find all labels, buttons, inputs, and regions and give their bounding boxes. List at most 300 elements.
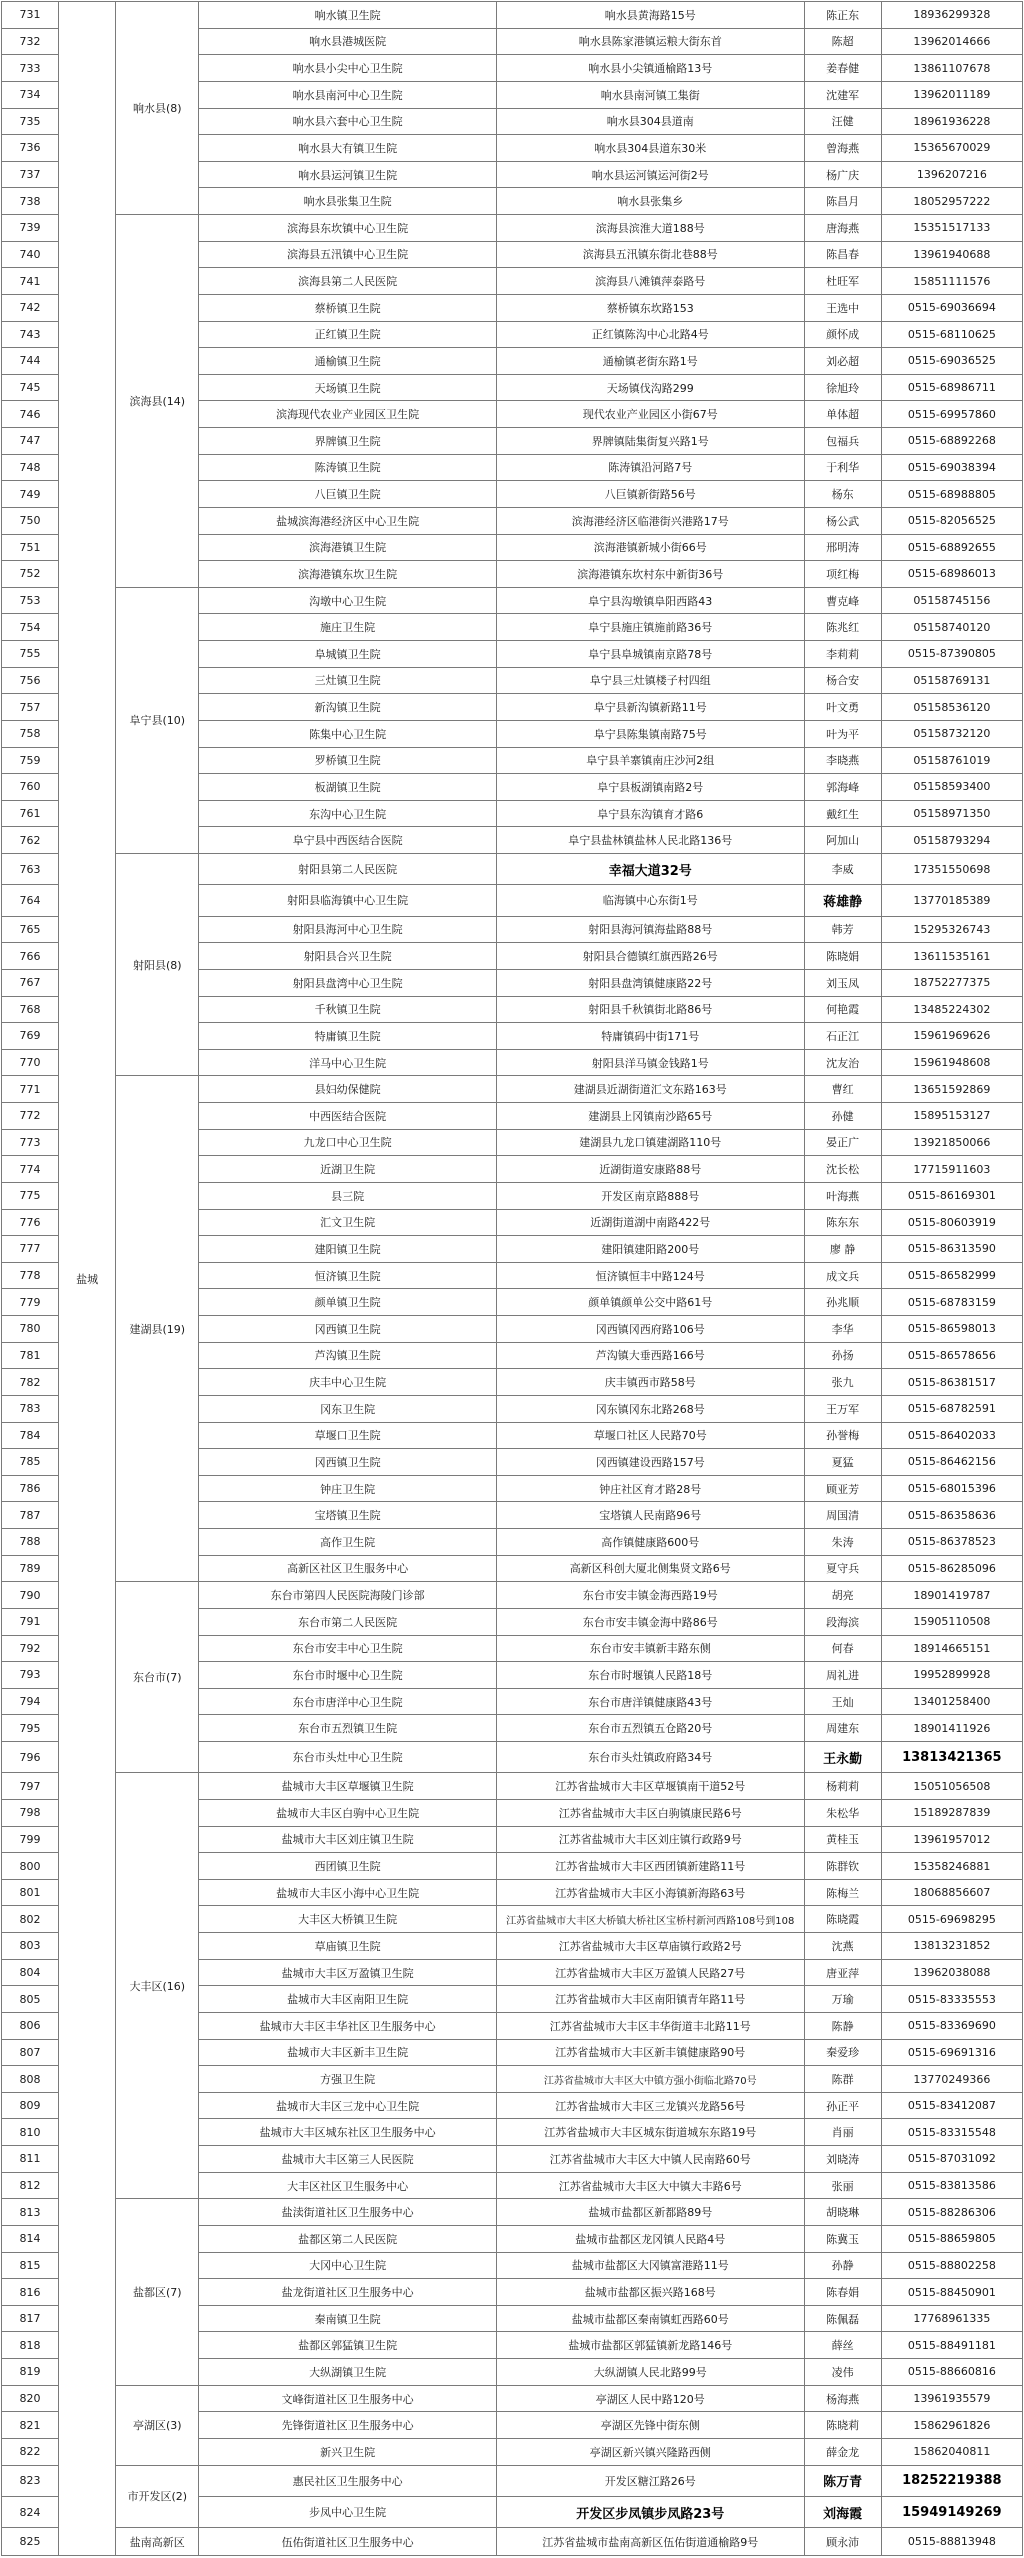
row-number: 760	[2, 774, 59, 801]
contact-phone: 13813421365	[881, 1742, 1022, 1773]
row-number: 784	[2, 1422, 59, 1449]
row-number: 804	[2, 1959, 59, 1986]
contact-person: 陈昌春	[804, 241, 881, 268]
city-cell: 盐城	[59, 2, 116, 2556]
hospital-address: 天场镇伐沟路299	[496, 374, 804, 401]
row-number: 793	[2, 1662, 59, 1689]
contact-phone: 13651592869	[881, 1076, 1022, 1103]
hospital-name: 大丰区社区卫生服务中心	[199, 2172, 497, 2199]
hospital-address: 亭湖区人民中路120号	[496, 2385, 804, 2412]
contact-phone: 0515-83335553	[881, 1986, 1022, 2013]
hospital-name: 滨海港镇卫生院	[199, 534, 497, 561]
row-number: 782	[2, 1369, 59, 1396]
hospital-name: 西团镇卫生院	[199, 1853, 497, 1880]
contact-person: 孙健	[804, 1103, 881, 1130]
hospital-name: 洋马中心卫生院	[199, 1049, 497, 1076]
contact-person: 包福兵	[804, 428, 881, 455]
contact-phone: 05158536120	[881, 694, 1022, 721]
contact-person: 张丽	[804, 2172, 881, 2199]
contact-phone: 15051056508	[881, 1773, 1022, 1800]
row-number: 753	[2, 587, 59, 614]
hospital-name: 宝塔镇卫生院	[199, 1502, 497, 1529]
hospital-address: 盐城市盐都区大冈镇富港路11号	[496, 2252, 804, 2279]
contact-person: 凌伟	[804, 2359, 881, 2386]
row-number: 810	[2, 2119, 59, 2146]
contact-phone: 0515-86598013	[881, 1316, 1022, 1343]
county-cell: 建湖县(19)	[116, 1076, 199, 1582]
hospital-name: 响水镇卫生院	[199, 2, 497, 29]
row-number: 755	[2, 641, 59, 668]
hospital-name: 盐城市大丰区新丰卫生院	[199, 2039, 497, 2066]
table-row	[2, 587, 1023, 614]
hospital-address: 盐城市盐都区龙冈镇人民路4号	[496, 2225, 804, 2252]
hospital-address: 东台市五烈镇五仓路20号	[496, 1715, 804, 1742]
row-number: 811	[2, 2146, 59, 2173]
contact-phone: 0515-68892655	[881, 534, 1022, 561]
hospital-name: 芦沟镇卫生院	[199, 1342, 497, 1369]
row-number: 761	[2, 800, 59, 827]
contact-phone: 13961940688	[881, 241, 1022, 268]
row-number: 815	[2, 2252, 59, 2279]
hospital-address: 建阳镇建阳路200号	[496, 1236, 804, 1263]
contact-person: 唐海燕	[804, 215, 881, 242]
row-number: 769	[2, 1023, 59, 1050]
hospital-address: 响水县304县道南	[496, 108, 804, 135]
contact-phone: 05158593400	[881, 774, 1022, 801]
contact-person: 周建东	[804, 1715, 881, 1742]
hospital-address: 射阳县千秋镇街北路86号	[496, 996, 804, 1023]
hospital-address: 陈涛镇沿河路7号	[496, 454, 804, 481]
contact-person: 夏猛	[804, 1449, 881, 1476]
hospital-address: 建湖县近湖街道汇文东路163号	[496, 1076, 804, 1103]
hospital-name: 东台市时堰中心卫生院	[199, 1662, 497, 1689]
contact-phone: 13961957012	[881, 1826, 1022, 1853]
hospital-name: 特庸镇卫生院	[199, 1023, 497, 1050]
hospital-address: 江苏省盐城市大丰区南阳镇青年路11号	[496, 1986, 804, 2013]
contact-phone: 05158732120	[881, 720, 1022, 747]
hospital-name: 盐城市大丰区三龙中心卫生院	[199, 2092, 497, 2119]
hospital-address: 盐城市盐都区郭猛镇新龙路146号	[496, 2332, 804, 2359]
contact-phone: 0515-83813586	[881, 2172, 1022, 2199]
row-number: 774	[2, 1156, 59, 1183]
contact-phone: 17715911603	[881, 1156, 1022, 1183]
table-row	[2, 854, 1023, 885]
row-number: 825	[2, 2528, 59, 2556]
contact-person: 孙静	[804, 2252, 881, 2279]
row-number: 779	[2, 1289, 59, 1316]
hospital-name: 响水县大有镇卫生院	[199, 135, 497, 162]
county-cell: 盐都区(7)	[116, 2199, 199, 2385]
hospital-address: 江苏省盐城市大丰区大中镇方强小街临北路70号	[496, 2066, 804, 2093]
county-cell: 滨海县(14)	[116, 215, 199, 588]
hospital-name: 千秋镇卫生院	[199, 996, 497, 1023]
hospital-name: 冈西镇卫生院	[199, 1449, 497, 1476]
contact-phone: 13813231852	[881, 1933, 1022, 1960]
hospital-address: 江苏省盐城市大丰区万盈镇人民路27号	[496, 1959, 804, 1986]
row-number: 803	[2, 1933, 59, 1960]
contact-phone: 18901411926	[881, 1715, 1022, 1742]
row-number: 759	[2, 747, 59, 774]
hospital-name: 步凤中心卫生院	[199, 2496, 497, 2527]
hospital-name: 东台市唐洋中心卫生院	[199, 1688, 497, 1715]
contact-person: 段海滨	[804, 1608, 881, 1635]
contact-person: 颜怀成	[804, 321, 881, 348]
row-number: 766	[2, 943, 59, 970]
table-row	[2, 215, 1023, 242]
hospital-address: 射阳县合德镇红旗西路26号	[496, 943, 804, 970]
hospital-address: 阜宁县陈集镇南路75号	[496, 720, 804, 747]
contact-person: 曹红	[804, 1076, 881, 1103]
contact-person: 王万军	[804, 1395, 881, 1422]
hospital-name: 正红镇卫生院	[199, 321, 497, 348]
hospital-name: 东台市安丰中心卫生院	[199, 1635, 497, 1662]
row-number: 802	[2, 1906, 59, 1933]
hospital-address: 冈东镇冈东北路268号	[496, 1395, 804, 1422]
row-number: 746	[2, 401, 59, 428]
contact-phone: 15862040811	[881, 2438, 1022, 2465]
row-number: 734	[2, 81, 59, 108]
hospital-name: 盐城市大丰区刘庄镇卫生院	[199, 1826, 497, 1853]
contact-phone: 0515-83412087	[881, 2092, 1022, 2119]
hospital-address: 宝塔镇人民南路96号	[496, 1502, 804, 1529]
row-number: 791	[2, 1608, 59, 1635]
contact-phone: 18961936228	[881, 108, 1022, 135]
county-cell: 阜宁县(10)	[116, 587, 199, 853]
hospital-address: 阜宁县三灶镇楼子村四组	[496, 667, 804, 694]
contact-person: 杨合安	[804, 667, 881, 694]
hospital-address: 亭湖区先锋中街东侧	[496, 2412, 804, 2439]
hospital-name: 颜单镇卫生院	[199, 1289, 497, 1316]
contact-person: 周国清	[804, 1502, 881, 1529]
hospital-address: 滨海县八滩镇萍泰路号	[496, 268, 804, 295]
row-number: 738	[2, 188, 59, 215]
row-number: 813	[2, 2199, 59, 2226]
hospital-address: 正红镇陈沟中心北路4号	[496, 321, 804, 348]
hospital-address: 盐城市盐都区秦南镇虹西路60号	[496, 2305, 804, 2332]
contact-person: 杨东	[804, 481, 881, 508]
hospital-address: 响水县张集乡	[496, 188, 804, 215]
hospital-address: 滨海港镇东坎村东中新街36号	[496, 561, 804, 588]
county-cell: 市开发区(2)	[116, 2465, 199, 2528]
row-number: 764	[2, 885, 59, 916]
contact-phone: 15862961826	[881, 2412, 1022, 2439]
hospital-name: 三灶镇卫生院	[199, 667, 497, 694]
contact-person: 陈冀玉	[804, 2225, 881, 2252]
hospital-name: 高新区社区卫生服务中心	[199, 1555, 497, 1582]
hospital-name: 天场镇卫生院	[199, 374, 497, 401]
hospital-address: 江苏省盐城市大丰区刘庄镇行政路9号	[496, 1826, 804, 1853]
row-number: 808	[2, 2066, 59, 2093]
hospital-address: 江苏省盐城市大丰区白驹镇康民路6号	[496, 1799, 804, 1826]
hospital-name: 盐龙街道社区卫生服务中心	[199, 2279, 497, 2306]
row-number: 824	[2, 2496, 59, 2527]
hospital-name: 建阳镇卫生院	[199, 1236, 497, 1263]
hospital-name: 滨海现代农业产业园区卫生院	[199, 401, 497, 428]
hospital-name: 响水县张集卫生院	[199, 188, 497, 215]
hospital-name: 新兴卫生院	[199, 2438, 497, 2465]
hospital-name: 秦南镇卫生院	[199, 2305, 497, 2332]
hospital-address: 阜宁县板湖镇南路2号	[496, 774, 804, 801]
contact-person: 杜旺军	[804, 268, 881, 295]
row-number: 776	[2, 1209, 59, 1236]
hospital-name: 盐城市大丰区小海中心卫生院	[199, 1879, 497, 1906]
hospital-address: 响水县陈家港镇运粮大街东首	[496, 28, 804, 55]
contact-person: 薛金龙	[804, 2438, 881, 2465]
contact-phone: 13961935579	[881, 2385, 1022, 2412]
contact-person: 韩芳	[804, 916, 881, 943]
contact-phone: 18936299328	[881, 2, 1022, 29]
row-number: 818	[2, 2332, 59, 2359]
contact-person: 邢明涛	[804, 534, 881, 561]
contact-phone: 05158761019	[881, 747, 1022, 774]
row-number: 747	[2, 428, 59, 455]
row-number: 763	[2, 854, 59, 885]
hospital-address: 阜宁县施庄镇施前路36号	[496, 614, 804, 641]
contact-phone: 13921850066	[881, 1129, 1022, 1156]
contact-phone: 15949149269	[881, 2496, 1022, 2527]
hospital-name: 大冈中心卫生院	[199, 2252, 497, 2279]
hospital-name: 射阳县海河中心卫生院	[199, 916, 497, 943]
row-number: 739	[2, 215, 59, 242]
row-number: 777	[2, 1236, 59, 1263]
contact-phone: 13485224302	[881, 996, 1022, 1023]
contact-person: 叶为平	[804, 720, 881, 747]
table-row	[2, 2465, 1023, 2496]
table-row	[2, 1773, 1023, 1800]
contact-phone: 0515-88286306	[881, 2199, 1022, 2226]
row-number: 788	[2, 1529, 59, 1556]
county-cell: 东台市(7)	[116, 1582, 199, 1773]
contact-phone: 18914665151	[881, 1635, 1022, 1662]
contact-person: 肖丽	[804, 2119, 881, 2146]
contact-phone: 0515-86578656	[881, 1342, 1022, 1369]
row-number: 752	[2, 561, 59, 588]
contact-person: 陈正东	[804, 2, 881, 29]
contact-person: 蒋雄静	[804, 885, 881, 916]
row-number: 762	[2, 827, 59, 854]
hospital-address: 界牌镇陆集街复兴路1号	[496, 428, 804, 455]
contact-person: 刘晓涛	[804, 2146, 881, 2173]
hospital-address: 江苏省盐城市盐南高新区伍佑街道通榆路9号	[496, 2528, 804, 2556]
contact-person: 顾永沛	[804, 2528, 881, 2556]
table-row	[2, 2528, 1023, 2556]
contact-person: 陈万青	[804, 2465, 881, 2496]
hospital-name: 阜城镇卫生院	[199, 641, 497, 668]
contact-phone: 17768961335	[881, 2305, 1022, 2332]
contact-phone: 05158745156	[881, 587, 1022, 614]
contact-phone: 0515-88491181	[881, 2332, 1022, 2359]
contact-person: 于利华	[804, 454, 881, 481]
row-number: 748	[2, 454, 59, 481]
contact-phone: 0515-87031092	[881, 2146, 1022, 2173]
contact-person: 戴红生	[804, 800, 881, 827]
row-number: 823	[2, 2465, 59, 2496]
hospital-address: 八巨镇新街路56号	[496, 481, 804, 508]
contact-person: 胡晓琳	[804, 2199, 881, 2226]
hospital-address: 阜宁县新沟镇新路11号	[496, 694, 804, 721]
contact-phone: 0515-83369690	[881, 2012, 1022, 2039]
contact-person: 李晓燕	[804, 747, 881, 774]
hospital-address: 响水县南河镇工集街	[496, 81, 804, 108]
hospital-list-table	[1, 1, 1023, 2556]
row-number: 775	[2, 1182, 59, 1209]
contact-person: 胡亮	[804, 1582, 881, 1609]
contact-phone: 13401258400	[881, 1688, 1022, 1715]
contact-person: 叶文勇	[804, 694, 881, 721]
hospital-address: 高作镇健康路600号	[496, 1529, 804, 1556]
hospital-address: 江苏省盐城市大丰区草庙镇行政路2号	[496, 1933, 804, 1960]
contact-phone: 13611535161	[881, 943, 1022, 970]
contact-person: 陈晓娟	[804, 943, 881, 970]
row-number: 778	[2, 1262, 59, 1289]
contact-phone: 0515-69036694	[881, 294, 1022, 321]
hospital-name: 恒济镇卫生院	[199, 1262, 497, 1289]
row-number: 735	[2, 108, 59, 135]
hospital-name: 滨海县东坎镇中心卫生院	[199, 215, 497, 242]
hospital-address: 阜宁县羊寨镇南庄沙河2组	[496, 747, 804, 774]
row-number: 731	[2, 2, 59, 29]
contact-person: 刘玉凤	[804, 969, 881, 996]
hospital-name: 大丰区大桥镇卫生院	[199, 1906, 497, 1933]
hospital-address: 建湖县九龙口镇建湖路110号	[496, 1129, 804, 1156]
hospital-name: 草庙镇卫生院	[199, 1933, 497, 1960]
hospital-address: 江苏省盐城市大丰区小海镇新海路63号	[496, 1879, 804, 1906]
contact-person: 王选中	[804, 294, 881, 321]
contact-person: 阿加山	[804, 827, 881, 854]
row-number: 822	[2, 2438, 59, 2465]
row-number: 781	[2, 1342, 59, 1369]
contact-phone: 15358246881	[881, 1853, 1022, 1880]
contact-phone: 0515-86285096	[881, 1555, 1022, 1582]
row-number: 757	[2, 694, 59, 721]
contact-person: 何春	[804, 1635, 881, 1662]
hospital-name: 射阳县合兴卫生院	[199, 943, 497, 970]
hospital-name: 阜宁县中西医结合医院	[199, 827, 497, 854]
hospital-address: 芦沟镇大垂西路166号	[496, 1342, 804, 1369]
hospital-address: 响水县304县道东30米	[496, 135, 804, 162]
hospital-address: 东台市时堰镇人民路18号	[496, 1662, 804, 1689]
hospital-name: 陈涛镇卫生院	[199, 454, 497, 481]
hospital-address: 江苏省盐城市大丰区城东街道城东东路19号	[496, 2119, 804, 2146]
contact-person: 王永勤	[804, 1742, 881, 1773]
hospital-name: 东台市第四人民医院海陵门诊部	[199, 1582, 497, 1609]
hospital-address: 东台市头灶镇政府路34号	[496, 1742, 804, 1773]
contact-phone: 0515-68782591	[881, 1395, 1022, 1422]
hospital-address: 开发区南京路888号	[496, 1182, 804, 1209]
contact-person: 单体超	[804, 401, 881, 428]
contact-phone: 13861107678	[881, 55, 1022, 82]
contact-phone: 0515-69038394	[881, 454, 1022, 481]
contact-phone: 05158793294	[881, 827, 1022, 854]
contact-phone: 0515-68015396	[881, 1475, 1022, 1502]
hospital-name: 东台市五烈镇卫生院	[199, 1715, 497, 1742]
table-body	[2, 2, 1023, 2556]
contact-phone: 0515-68986013	[881, 561, 1022, 588]
hospital-name: 射阳县盘湾中心卫生院	[199, 969, 497, 996]
contact-person: 秦爱珍	[804, 2039, 881, 2066]
hospital-address: 临海镇中心东街1号	[496, 885, 804, 916]
contact-person: 薛丝	[804, 2332, 881, 2359]
hospital-address: 冈西镇建设西路157号	[496, 1449, 804, 1476]
hospital-address: 幸福大道32号	[496, 854, 804, 885]
hospital-name: 施庄卫生院	[199, 614, 497, 641]
row-number: 771	[2, 1076, 59, 1103]
row-number: 807	[2, 2039, 59, 2066]
contact-person: 刘必超	[804, 348, 881, 375]
hospital-address: 开发区步凤镇步凤路23号	[496, 2496, 804, 2527]
contact-phone: 13962038088	[881, 1959, 1022, 1986]
hospital-address: 滨海县滨淮大道188号	[496, 215, 804, 242]
contact-person: 孙誉梅	[804, 1422, 881, 1449]
contact-phone: 15961969626	[881, 1023, 1022, 1050]
hospital-name: 响水县运河镇卫生院	[199, 161, 497, 188]
contact-person: 陈群钦	[804, 1853, 881, 1880]
contact-phone: 18752277375	[881, 969, 1022, 996]
hospital-name: 通榆镇卫生院	[199, 348, 497, 375]
contact-phone: 0515-68110625	[881, 321, 1022, 348]
contact-phone: 05158740120	[881, 614, 1022, 641]
contact-phone: 15851111576	[881, 268, 1022, 295]
contact-person: 孙兆顺	[804, 1289, 881, 1316]
hospital-name: 钟庄卫生院	[199, 1475, 497, 1502]
hospital-address: 东台市唐洋镇健康路43号	[496, 1688, 804, 1715]
row-number: 820	[2, 2385, 59, 2412]
row-number: 789	[2, 1555, 59, 1582]
row-number: 790	[2, 1582, 59, 1609]
contact-phone: 13770185389	[881, 885, 1022, 916]
contact-phone: 0515-88660816	[881, 2359, 1022, 2386]
contact-person: 陈东东	[804, 1209, 881, 1236]
contact-person: 杨海燕	[804, 2385, 881, 2412]
hospital-address: 现代农业产业园区小街67号	[496, 401, 804, 428]
hospital-name: 射阳县临海镇中心卫生院	[199, 885, 497, 916]
row-number: 794	[2, 1688, 59, 1715]
contact-person: 陈昌月	[804, 188, 881, 215]
contact-phone: 0515-69698295	[881, 1906, 1022, 1933]
contact-phone: 13962011189	[881, 81, 1022, 108]
hospital-address: 大纵湖镇人民北路99号	[496, 2359, 804, 2386]
hospital-address: 冈西镇冈西府路106号	[496, 1316, 804, 1343]
contact-phone: 0515-82056525	[881, 507, 1022, 534]
row-number: 821	[2, 2412, 59, 2439]
table-row	[2, 1582, 1023, 1609]
hospital-name: 盐城市大丰区第三人民医院	[199, 2146, 497, 2173]
row-number: 795	[2, 1715, 59, 1742]
hospital-name: 盐城市大丰区城东社区卫生服务中心	[199, 2119, 497, 2146]
row-number: 751	[2, 534, 59, 561]
contact-person: 沈友治	[804, 1049, 881, 1076]
hospital-address: 滨海港经济区临港街兴港路17号	[496, 507, 804, 534]
hospital-address: 射阳县盘湾镇健康路22号	[496, 969, 804, 996]
hospital-address: 江苏省盐城市大丰区新丰镇健康路90号	[496, 2039, 804, 2066]
hospital-address: 射阳县洋马镇金钱路1号	[496, 1049, 804, 1076]
contact-phone: 15295326743	[881, 916, 1022, 943]
contact-person: 杨公武	[804, 507, 881, 534]
row-number: 806	[2, 2012, 59, 2039]
row-number: 814	[2, 2225, 59, 2252]
hospital-name: 中西医结合医院	[199, 1103, 497, 1130]
contact-person: 石正江	[804, 1023, 881, 1050]
row-number: 732	[2, 28, 59, 55]
hospital-name: 响水县六套中心卫生院	[199, 108, 497, 135]
row-number: 792	[2, 1635, 59, 1662]
contact-phone: 15905110508	[881, 1608, 1022, 1635]
row-number: 805	[2, 1986, 59, 2013]
row-number: 800	[2, 1853, 59, 1880]
hospital-address: 开发区糖江路26号	[496, 2465, 804, 2496]
row-number: 812	[2, 2172, 59, 2199]
table-row	[2, 2, 1023, 29]
